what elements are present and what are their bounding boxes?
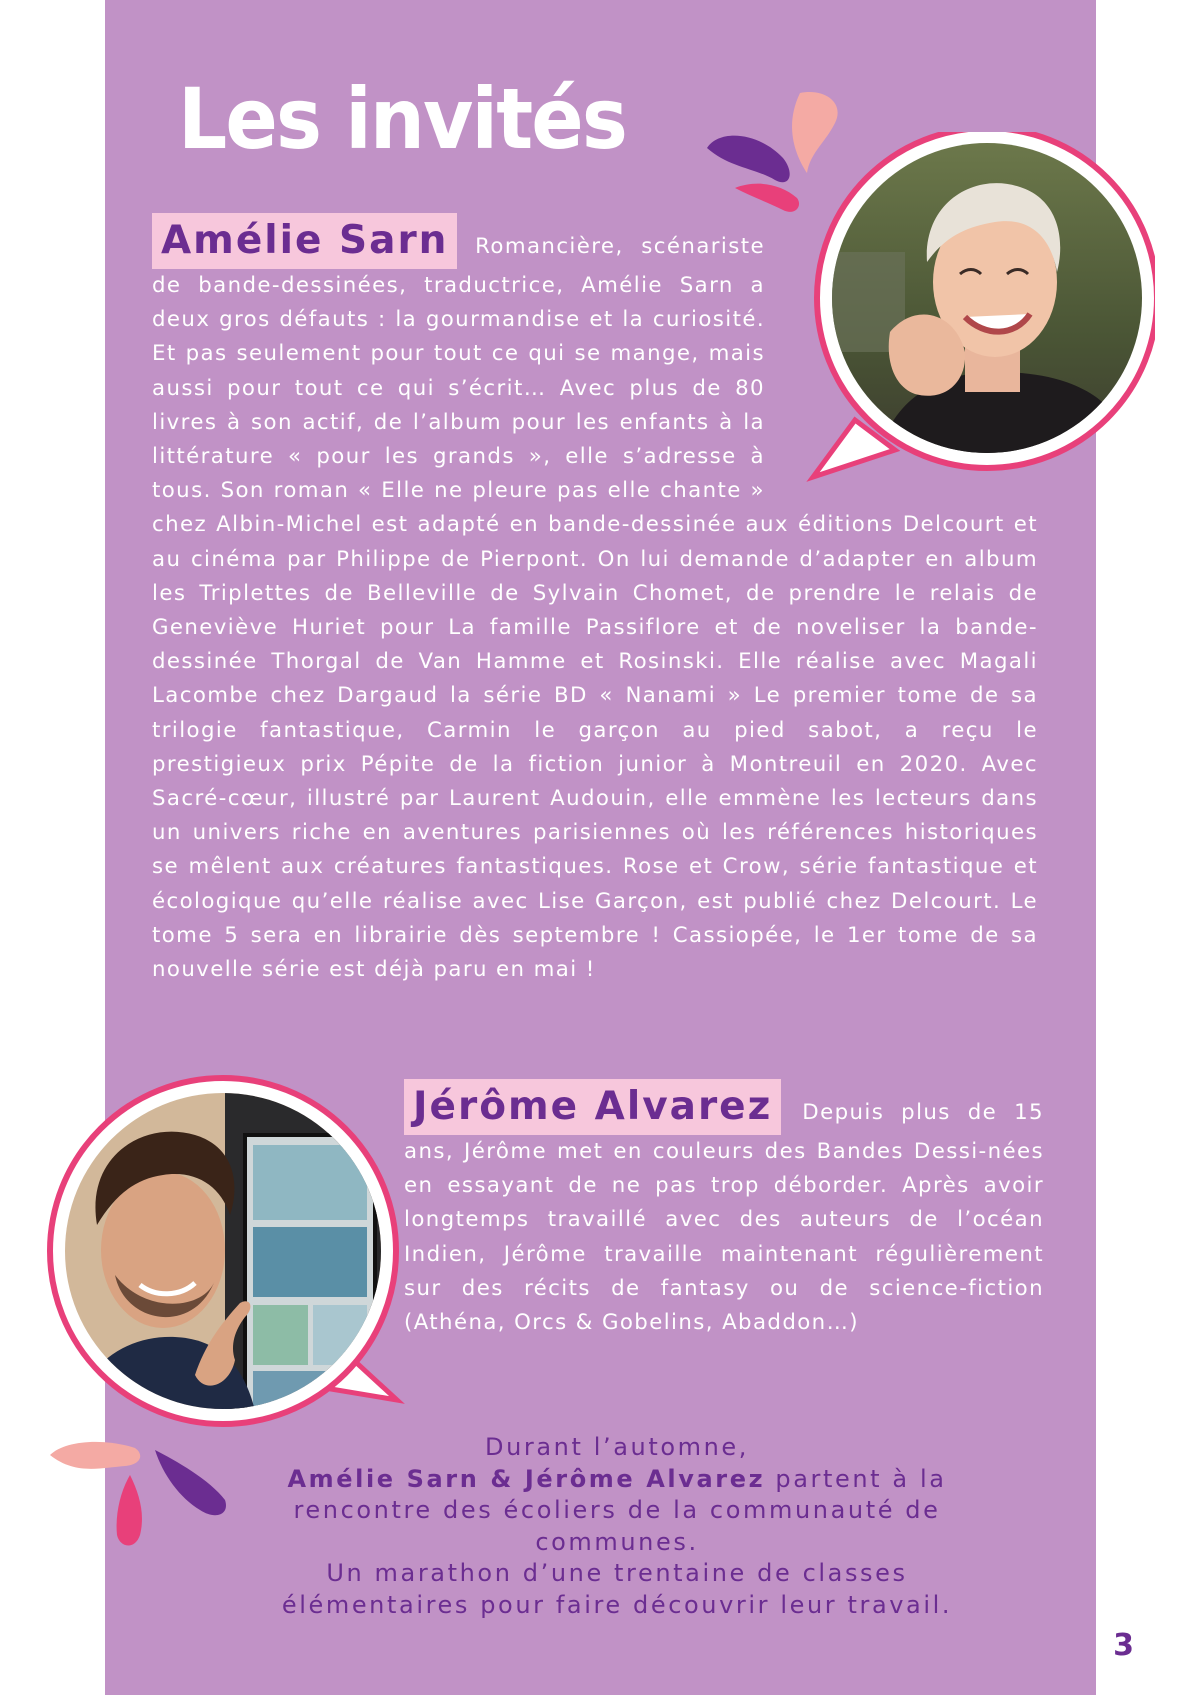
closing-announcement <box>245 1432 989 1621</box>
closing-names: Amélie Sarn & Jérôme Alvarez <box>287 1464 766 1493</box>
closing-line-1: Durant l’automne, <box>484 1433 749 1461</box>
splash-decoration-bottom <box>45 1430 245 1560</box>
jerome-photo-bubble <box>45 1075 415 1445</box>
jerome-bio-block <box>404 1079 1044 1340</box>
closing-line-4: communes. <box>535 1527 699 1556</box>
guest-name-amelie: Amélie Sarn <box>152 213 457 269</box>
closing-line-5: Un marathon d’une trentaine de classes <box>326 1559 908 1587</box>
page-number: 3 <box>1113 1628 1134 1663</box>
page-title: Les invités <box>178 70 627 168</box>
amelie-intro: Romancière, scénariste <box>475 234 765 259</box>
amelie-bio-block <box>152 213 1038 987</box>
closing-line-3: rencontre des écoliers de la communauté de <box>293 1496 941 1524</box>
amelie-bio-text: de bande-dessinées, traductrice, Amélie Sarn a deux gros défauts : la gourmandise et la curiosité. Et pas seulement pour tout ce qui se mange, mais aussi pour tout ce qui s’écrit… Avec plus de 80 livres à son actif, de l’album pour les enfants à la littérature « pour les grands », elle s’adresse à tous. Son roman « Elle ne pleure pas elle chante » chez Albin-Michel est adapté en bande-dessinée aux éditions Delcourt et au cinéma par Philippe de Pierpont. On lui demande d’adapter en album les Triplettes de Belleville de Sylvain Chomet, de prendre le relais de Geneviève Huriet pour La famille Passiflore et de noveliser la bande-dessinée Thorgal de Van Hamme et Rosinski. Elle réalise avec Magali Lacombe chez Dargaud la série BD « Nanami » Le premier tome de sa trilogie fantastique, Carmin le garçon au pied sabot, a reçu le prestigieux prix Pépite de la fiction junior à Montreuil en 2020. Avec Sacré-cœur, illustré par Laurent Audouin, elle emmène les lecteurs dans un univers riche en aventures parisiennes où les références historiques se mêlent aux créatures fantastiques. Rose et Crow, série fantastique et écologique qu’elle réalise avec Lise Garçon, est publié chez Delcourt. Le tome 5 sera en librairie dès septembre ! Cassiopée, le 1er tome de sa nouvelle série est déjà paru en mai ! <box>152 273 1038 983</box>
closing-line-2 <box>245 1464 989 1496</box>
guest-name-jerome: Jérôme Alvarez <box>404 1079 781 1135</box>
jerome-intro: Depuis plus de 15 <box>802 1100 1045 1125</box>
closing-line-2-rest: partent à la <box>765 1464 947 1493</box>
closing-line-6: élémentaires pour faire découvrir leur travail. <box>281 1590 953 1619</box>
jerome-bio-text: ans, Jérôme met en couleurs des Bandes Dessi-nées en essayant de ne pas trop déborder. Après avoir longtemps travaillé avec des auteurs de l’océan Indien, Jérôme travaille maintenant régulièrement sur des récits de fantasy ou de science-fiction (Athéna, Orcs & Gobelins, Abaddon…) <box>404 1139 1044 1336</box>
